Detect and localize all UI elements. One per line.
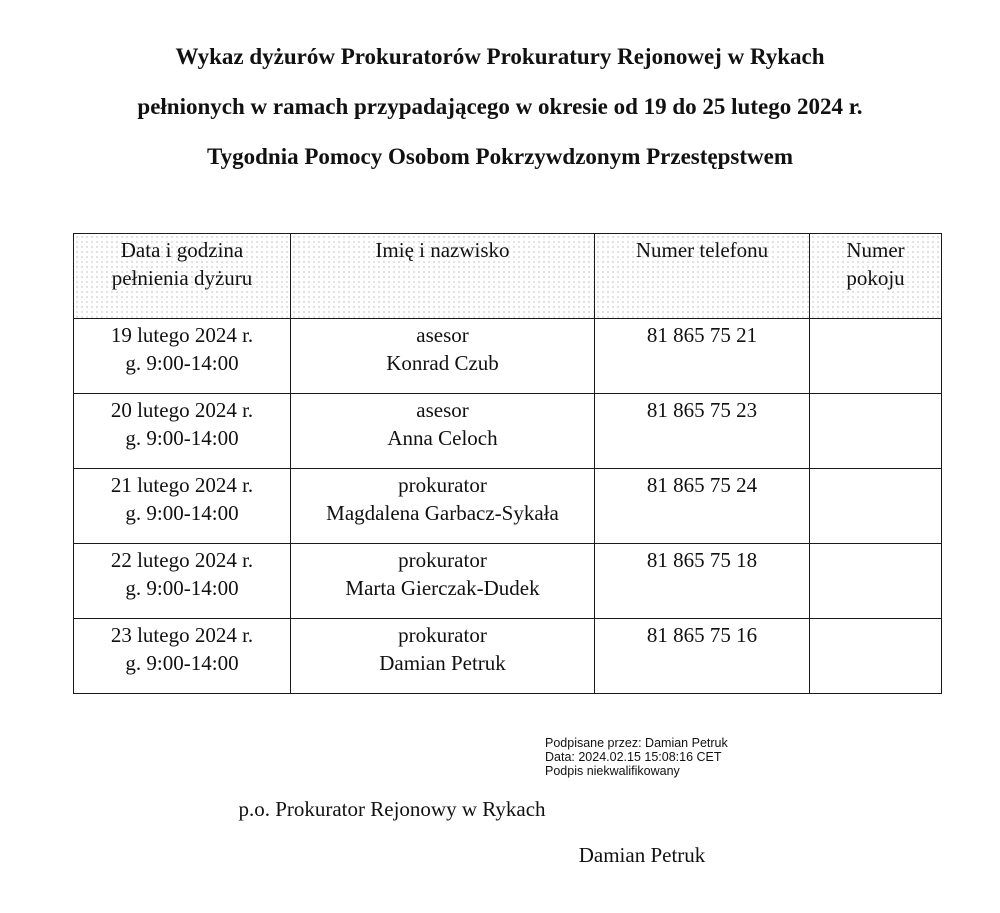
- phone-number: 81 865 75 18: [646, 548, 758, 572]
- cell-name: [291, 394, 595, 469]
- cell-phone: [595, 544, 810, 619]
- cell-phone: [595, 319, 810, 394]
- cell-date-time: [74, 394, 291, 469]
- header-name: [291, 234, 595, 319]
- duty-hours: g. 9:00-14:00: [125, 351, 239, 375]
- table-row: [74, 544, 942, 619]
- table-row: [74, 469, 942, 544]
- header-room: [810, 234, 942, 319]
- cell-room: [810, 394, 942, 469]
- header-room-line-2: pokoju: [846, 266, 905, 290]
- signature-type: Podpis niekwalifikowany: [545, 764, 680, 778]
- header-date-time-line-1: Data i godzina: [120, 238, 244, 262]
- prosecutor-name: Anna Celoch: [387, 426, 498, 450]
- header-date-time: [74, 234, 291, 319]
- cell-room: [810, 544, 942, 619]
- prosecutor-title: asesor: [416, 323, 469, 347]
- cell-phone: [595, 619, 810, 694]
- cell-room: [810, 319, 942, 394]
- header-phone: [595, 234, 810, 319]
- prosecutor-title: prokurator: [398, 623, 487, 647]
- phone-number: 81 865 75 16: [646, 623, 758, 647]
- signature-signed-by: Podpisane przez: Damian Petruk: [545, 736, 728, 750]
- prosecutor-name: Marta Gierczak-Dudek: [345, 576, 540, 600]
- cell-name: [291, 469, 595, 544]
- cell-phone: [595, 394, 810, 469]
- cell-date-time: [74, 619, 291, 694]
- prosecutor-name: Magdalena Garbacz-Sykała: [326, 501, 559, 525]
- table-row: [74, 394, 942, 469]
- duty-hours: g. 9:00-14:00: [125, 426, 239, 450]
- prosecutor-name: Damian Petruk: [379, 651, 506, 675]
- header-date-time-line-2: pełnienia dyżuru: [111, 266, 253, 290]
- header-name-line-1: Imię i nazwisko: [375, 238, 510, 262]
- document-title-line-1: Wykaz dyżurów Prokuratorów Prokuratury Rejonowej w Rykach: [175, 44, 825, 69]
- prosecutor-title: prokurator: [398, 473, 487, 497]
- document-title-line-3: Tygodnia Pomocy Osobom Pokrzywdzonym Przestępstwem: [206, 144, 793, 169]
- duty-hours: g. 9:00-14:00: [125, 651, 239, 675]
- cell-name: [291, 319, 595, 394]
- duty-date: 23 lutego 2024 r.: [110, 623, 254, 647]
- cell-date-time: [74, 469, 291, 544]
- prosecutor-name: Konrad Czub: [386, 351, 499, 375]
- cell-room: [810, 469, 942, 544]
- cell-name: [291, 544, 595, 619]
- table-header-row: [74, 234, 942, 319]
- phone-number: 81 865 75 24: [646, 473, 758, 497]
- signatory-position: p.o. Prokurator Rejonowy w Rykach: [238, 797, 546, 821]
- cell-room: [810, 619, 942, 694]
- prosecutor-title: asesor: [416, 398, 469, 422]
- duty-schedule-table: [73, 233, 942, 694]
- table-row: [74, 319, 942, 394]
- cell-name: [291, 619, 595, 694]
- signature-date: Data: 2024.02.15 15:08:16 CET: [545, 750, 722, 764]
- duty-date: 19 lutego 2024 r.: [110, 323, 254, 347]
- cell-phone: [595, 469, 810, 544]
- header-room-line-1: Numer: [846, 238, 905, 262]
- cell-date-time: [74, 544, 291, 619]
- phone-number: 81 865 75 21: [646, 323, 758, 347]
- duty-date: 22 lutego 2024 r.: [110, 548, 254, 572]
- signatory-name: Damian Petruk: [578, 843, 706, 867]
- table-row: [74, 619, 942, 694]
- document-title-line-2: pełnionych w ramach przypadającego w okresie od 19 do 25 lutego 2024 r.: [137, 94, 863, 119]
- header-phone-line-1: Numer telefonu: [635, 238, 769, 262]
- prosecutor-title: prokurator: [398, 548, 487, 572]
- electronic-signature-stamp: [545, 736, 728, 778]
- duty-hours: g. 9:00-14:00: [125, 501, 239, 525]
- phone-number: 81 865 75 23: [646, 398, 758, 422]
- duty-date: 21 lutego 2024 r.: [110, 473, 254, 497]
- cell-date-time: [74, 319, 291, 394]
- duty-hours: g. 9:00-14:00: [125, 576, 239, 600]
- duty-date: 20 lutego 2024 r.: [110, 398, 254, 422]
